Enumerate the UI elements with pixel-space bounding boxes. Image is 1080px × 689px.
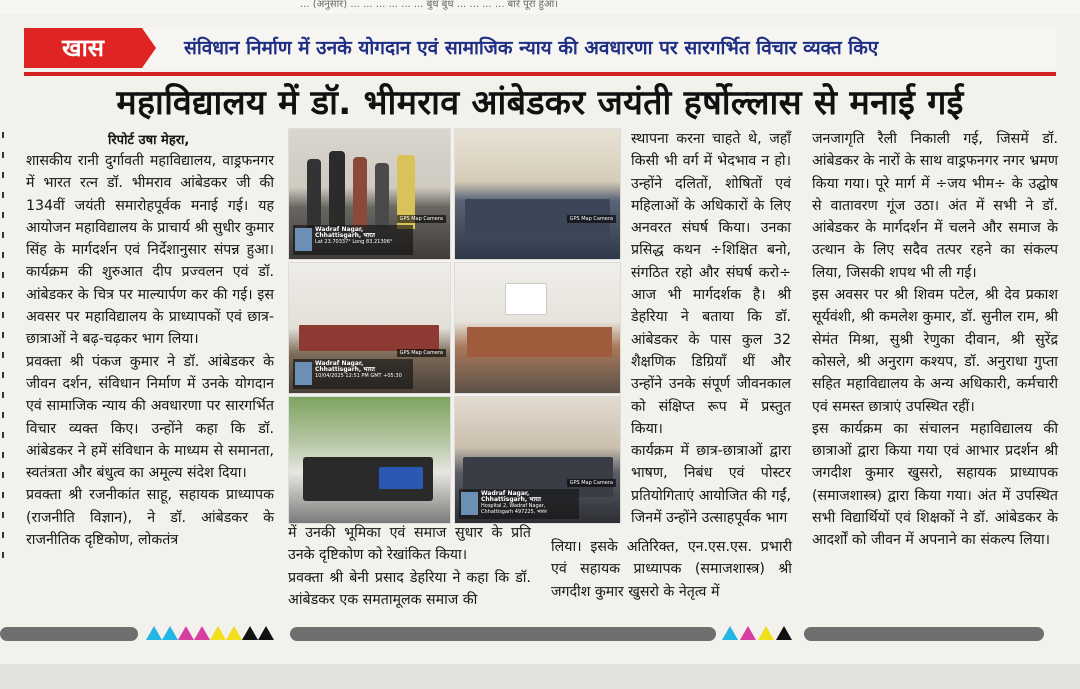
footer-triangle [194, 626, 210, 640]
column-3-paragraph-2: कार्यक्रम में छात्र-छात्राओं द्वारा भाषण, निबंध एवं पोस्टर प्रतियोगिताएं आयोजित की गईं, जिनमें उन्होंने उत्साहपूर्वक भाग [631, 443, 791, 527]
gps-label: GPS Map Camera [397, 349, 446, 357]
byline: रिपोर्ट उषा मेहरा, [108, 133, 190, 148]
column-2-lower [288, 522, 531, 611]
left-margin-marks [0, 118, 6, 598]
column-3-lower-paragraph-1: लिया। इसके अतिरिक्त, एन.एस.एस. प्रभारी एवं सहायक प्राध्यापक (समाजशास्त्र) श्री जगदीश कुमार खुसरो के नेतृत्व में [551, 539, 792, 600]
column-4-paragraph-3: इस कार्यक्रम का संचालन महाविद्यालय की छात्राओं द्वारा किया गया एवं आभार प्रदर्शन श्री जगदीश कुमार खुसरो, सहायक प्राध्यापक (समाजशास्त्र) द्वारा किया गया। अंत में उपस्थित सभी विद्यार्थियों एवं शिक्षकों ने डॉ. आंबेडकर के आदर्शों को जीवन में अपनाने का संकल्प लिया। [812, 420, 1058, 549]
footer-triangle [740, 626, 756, 640]
photo-lamp-lighting [288, 128, 451, 260]
column-4-paragraph-2: इस अवसर पर श्री शिवम पटेल, श्री देव प्रकाश सूर्यवंशी, श्री कमलेश कुमार, डॉ. सुनील राम, श्री सेमंत मिश्रा, सुश्री रेणुका दीवान, श्री सुरेंद्र कोसले, श्री अनुराग कश्यप, डॉ. अनुराधा गुप्ता सहित महाविद्यालय के अन्य अधिकारी, कर्मचारी एवं समस्त छात्राएं उपस्थित रहीं। [812, 287, 1058, 415]
footer-decoration [0, 624, 1080, 644]
page-bottom-band [0, 664, 1080, 689]
photo-stage-hall [288, 262, 451, 394]
footer-bar-segment [804, 627, 1044, 641]
kicker-row [24, 28, 1056, 68]
gps-stamp: Wadraf Nagar, Chhattisgarh, भारत Lat 23.70337° Long 83.21306° [293, 225, 413, 255]
footer-triangle [776, 626, 792, 640]
photo-audience-hall [454, 128, 621, 260]
photo-dais-speech [454, 262, 621, 394]
column-1 [26, 150, 274, 551]
kicker-text: संविधान निर्माण में उनके योगदान एवं सामाजिक न्याय की अवधारणा पर सारगर्भित विचार व्यक्त किए [184, 37, 879, 59]
photo-rally [288, 396, 451, 524]
column-1-paragraph-3: प्रवक्ता श्री रजनीकांत साहू, सहायक प्राध्यापक (राजनीति विज्ञान), ने डॉ. आंबेडकर के राजनीतिक दृष्टिकोण, लोकतंत्र [26, 487, 274, 549]
footer-triangle [162, 626, 178, 640]
gps-label: GPS Map Camera [567, 479, 616, 487]
column-4-paragraph-1: जनजागृति रैली निकाली गई, जिसमें डॉ. आंबेडकर के नारों के साथ वाड्रफनगर नगर भ्रमण किया गया। पूरे मार्ग में ÷जय भीम÷ के उद्घोष से वातावरण गूंज उठा। अंत में सभी ने डॉ. आंबेडकर के मार्गदर्शन में चलने और समाज के उत्थान के लिए सदैव तत्पर रहने का संकल्प लिया, जिसकी शपथ भी ली गई। [812, 131, 1058, 281]
previous-article-strip [0, 0, 1080, 14]
column-2-lower-paragraph-2: प्रवक्ता श्री बेनी प्रसाद डेहरिया ने कहा कि डॉ. आंबेडकर एक समतामूलक समाज की [288, 569, 531, 608]
footer-triangle [146, 626, 162, 640]
gps-stamp: Wadraf Nagar, Chhattisgarh, भारत Hospital 2, Wadraf Nagar, Chhattisgarh 497225, भारत [459, 489, 579, 519]
footer-bar-segment [290, 627, 716, 641]
kicker-tag: खास [24, 28, 142, 68]
footer-bar-segment [0, 627, 138, 641]
column-3-paragraph-1: स्थापना करना चाहते थे, जहाँ किसी भी वर्ग में भेदभाव न हो। उन्होंने दलितों, शोषितों एवं महिलाओं के अधिकारों के लिए अनवरत संघर्ष किया। उनका प्रसिद्ध कथन ÷शिक्षित बनो, संगठित रहो और संघर्ष करो÷ आज भी मार्गदर्शक है। श्री डेहरिया ने बताया कि डॉ. आंबेडकर के पास कुल 32 शैक्षणिक डिग्रियाँ थीं और उन्होंने उनके संपूर्ण जीवनकाल को संक्षिप्त रूप में प्रस्तुत किया। [631, 131, 791, 437]
gps-label: GPS Map Camera [567, 215, 616, 223]
gps-label: GPS Map Camera [397, 215, 446, 223]
column-1-paragraph-2: प्रवक्ता श्री पंकज कुमार ने डॉ. आंबेडकर के जीवन दर्शन, संविधान निर्माण में उनके योगदान एवं सामाजिक न्याय की अवधारणा पर सारगर्भित विचार व्यक्त किए। उन्होंने कहा कि डॉ. आंबेडकर ने हमें संविधान के माध्यम से समानता, स्वतंत्रता और बंधुत्व का अमूल्य संदेश दिया। [26, 353, 274, 482]
footer-triangle [226, 626, 242, 640]
footer-triangle [722, 626, 738, 640]
column-2-lower-paragraph-1: में उनकी भूमिका एवं समाज सुधार के प्रति उनके दृष्टिकोण को रेखांकित किया। [288, 525, 531, 564]
headline-rule [24, 72, 1056, 76]
footer-triangle [210, 626, 226, 640]
footer-triangle [242, 626, 258, 640]
column-3-lower [551, 536, 792, 603]
previous-article-text: ... (अनुसार) ... ... ... ... ... ... बुध बुध ... ... ... ... बारे पूरा हुआ। [300, 0, 558, 10]
photo-students-seated [454, 396, 621, 524]
footer-triangle [258, 626, 274, 640]
gps-stamp: Wadraf Nagar, Chhattisgarh, भारत 10/04/2025 12:51 PM GMT +05:30 [293, 359, 413, 389]
column-3 [631, 128, 791, 529]
footer-triangle [758, 626, 774, 640]
headline: महाविद्यालय में डॉ. भीमराव आंबेडकर जयंती हर्षोल्लास से मनाई गई [116, 83, 964, 123]
column-4 [812, 128, 1058, 552]
footer-triangle [178, 626, 194, 640]
column-1-paragraph-1: शासकीय रानी दुर्गावती महाविद्यालय, वाड्रफनगर में भारत रत्न डॉ. भीमराव आंबेडकर जी की 134वीं जयंती समारोहपूर्वक मनाई गई। यह आयोजन महाविद्यालय के प्राचार्य श्री सुधीर कुमार सिंह के मार्गदर्शन एवं निर्देशानुसार संपन्न हुआ। कार्यक्रम की शुरुआत दीप प्रज्वलन एवं डॉ. आंबेडकर के चित्र पर माल्यार्पण कर की गई। इस अवसर पर महाविद्यालय के प्राध्यापकों एवं छात्र-छात्राओं ने बढ़-चढ़कर भाग लिया। [26, 153, 274, 348]
photo-collage [288, 128, 619, 522]
